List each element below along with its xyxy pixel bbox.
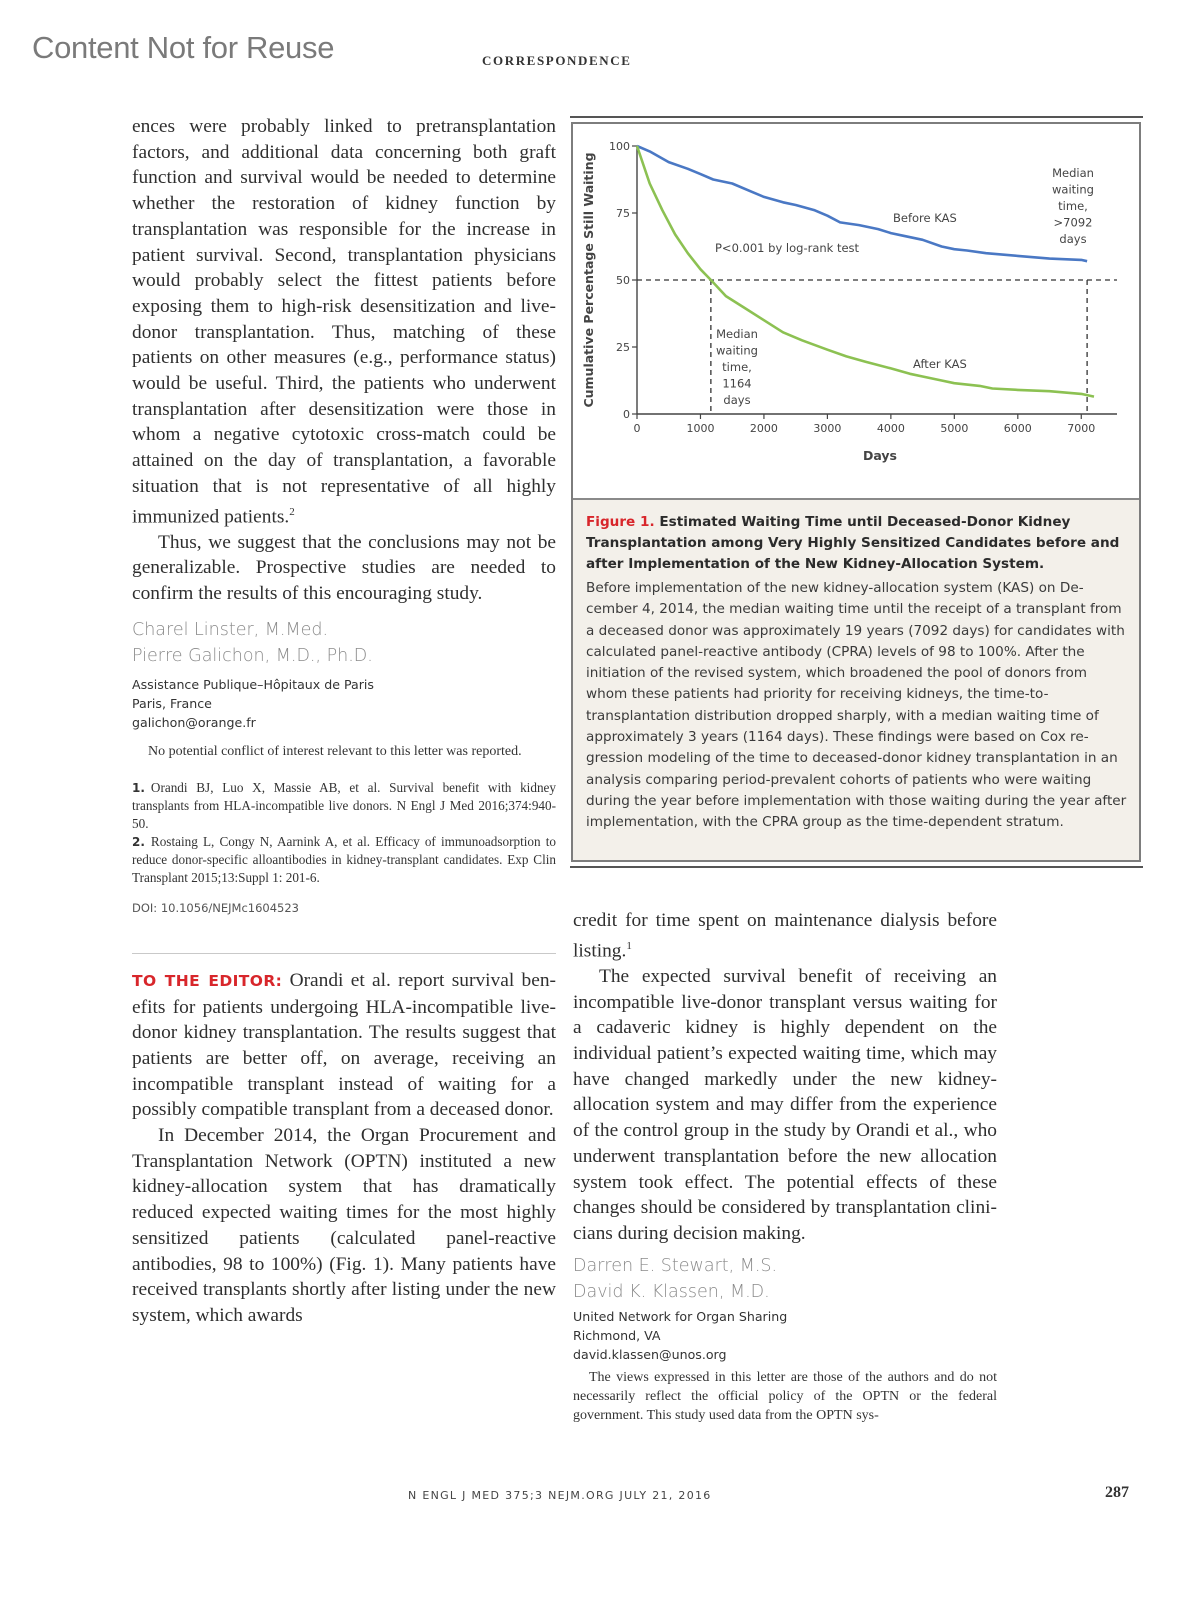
before-median-annotation: >7092 [1053, 215, 1093, 230]
before-kas-curve [637, 146, 1087, 261]
citation-superscript[interactable]: 2 [289, 505, 295, 518]
reference-item[interactable] [132, 779, 556, 833]
right-column [573, 908, 997, 1425]
paragraph: In December 2014, the Organ Procurement and Transplantation Network (OPTN) instituted a new kidney-allocation system that has dramatically reduced expected waiting times for the most highly sensitized patients (calculated panel-reactive antibodies, 98 to 100%) (Fig. 1). Many patients have received transplants shortly after listing under the new system, which awards [132, 1125, 556, 1326]
y-tick-label: 0 [623, 408, 630, 421]
section-header: CORRESPONDENCE [482, 53, 632, 68]
chart-area [573, 124, 1139, 496]
reference-text: Orandi BJ, Luo X, Massie AB, et al. Survival benefit with kidney transplants from HLA-incompatible live donors. N Engl J Med 2016;374:940-50. [132, 779, 556, 831]
author-name: Charel Linster, M.Med. [132, 619, 329, 640]
letter-divider [132, 953, 556, 954]
after-kas-curve [637, 146, 1094, 397]
x-tick-label: 3000 [813, 422, 842, 435]
after-median-annotation: waiting [716, 343, 758, 358]
chart-labels [715, 166, 1094, 407]
to-the-editor-label: TO THE EDITOR: [132, 971, 283, 990]
after-median-annotation: days [723, 393, 751, 407]
reference-number: 2. [132, 834, 145, 849]
left-column [132, 114, 556, 1329]
author-name: Darren E. Stewart, M.S. [573, 1255, 778, 1276]
caption-title [586, 512, 1127, 575]
author-name: Pierre Galichon, M.D., Ph.D. [132, 645, 373, 666]
disclosure-note: The views expressed in this letter are those of the authors and do not necessarily reflect the official policy of the OPTN or the federal government. This study used data from the OPTN sys- [573, 1369, 997, 1423]
axes [581, 140, 1117, 463]
reference-number: 1. [132, 780, 145, 795]
location: Richmond, VA [573, 1327, 661, 1343]
figure-top-rule [570, 116, 1143, 118]
institution: Assistance Publique–Hôpitaux de Paris [132, 676, 374, 692]
figure-1 [571, 122, 1141, 862]
x-tick-label: 2000 [749, 422, 778, 435]
reference-lines [637, 280, 1117, 414]
before-median-annotation: Median [1052, 166, 1094, 180]
paragraph [573, 908, 997, 964]
paragraph-text: credit for time spent on maintenance dialysis before listing. [573, 910, 997, 962]
author-list [573, 1253, 997, 1305]
disclosure-note: No potential conflict of interest relevant to this letter was reported. [148, 743, 522, 759]
after-median-annotation: Median [716, 327, 758, 341]
paragraph: The expected survival benefit of receiving an incompatible live-donor transplant versus waiting for a cadaveric kidney is highly dependent on the individual patient’s expected waiting time, which may have changed markedly under the new kidney-allocation system and may differ from the experience of the control group in the study by Orandi et al., who underwent transplantation before the new allocation system took effect. The potential effects of these changes should be considered by transplantation clinicians during decision making. [573, 965, 997, 1244]
caption-title-text: Estimated Waiting Time until Deceased-Donor Kidney Transplantation among Very Highly Sensitized Candidates before and after Implementation of the New Kidney-Allocation System. [586, 514, 1120, 572]
kaplan-meier-chart [573, 124, 1139, 496]
reference-list [132, 779, 556, 887]
affiliation [573, 1307, 997, 1364]
email-link[interactable]: galichon@orange.fr [132, 714, 256, 730]
paragraph [132, 114, 556, 530]
x-axis-title: Days [862, 448, 898, 463]
page-number: 287 [1105, 1484, 1129, 1501]
x-tick-label: 5000 [940, 422, 969, 435]
y-tick-label: 100 [609, 140, 630, 153]
author-name: David K. Klassen, M.D. [573, 1281, 770, 1302]
figure-label: Figure 1. [586, 514, 655, 530]
series-group [637, 146, 1094, 397]
after-median-annotation: 1164 [722, 376, 752, 391]
location: Paris, France [132, 695, 212, 711]
paragraph-text: Orandi et al. report survival benefits for patients undergoing HLA-incompatible live-donor kidney transplantation. The results suggest that patients are better off, on average, receiving an incompatible transplant instead of waiting for a possibly compatible transplant from a deceased donor. [132, 969, 556, 1121]
figure-bottom-rule [570, 866, 1143, 868]
reference-text: Rostaing L, Congy N, Aarnink A, et al. Efficacy of immunoadsorption to reduce donor-specific alloantibodies in kidney-transplant candidates. Exp Clin Transplant 2015;13:Suppl 1: 201-6. [132, 833, 556, 885]
y-tick-label: 25 [616, 341, 630, 354]
paragraph: Thus, we suggest that the conclusions may not be generalizable. Prospective studies are needed to confirm the results of this encouraging study. [132, 531, 556, 605]
paragraph [132, 968, 556, 1123]
x-tick-label: 7000 [1067, 422, 1096, 435]
caption-body: Before implementation of the new kidney-allocation system (KAS) on December 4, 2014, the median waiting time until the receipt of a transplant from a deceased donor was approximately 19 years (7092 days) for candidates with calculated panel-reactive antibody (CPRA) levels of 98 to 100%. After the initiation of the revised system, which broadened the pool of donors from whom these patients had priority for receiving kidneys, the time-to-transplantation distribution dropped sharply, with a median waiting time of approximately 3 years (1164 days). These findings were based on Cox regression modeling of the time to deceased-donor kidney transplantation in an analysis comparing period-prevalent cohorts of patients who were waiting during the year before implementation with those waiting during the year after implementation, with the CPRA group as the time-dependent stratum. [586, 580, 1127, 831]
citation-superscript[interactable]: 1 [626, 939, 632, 952]
email-link[interactable]: david.klassen@unos.org [573, 1346, 727, 1362]
institution: United Network for Organ Sharing [573, 1308, 788, 1324]
before-median-annotation: time, [1058, 199, 1088, 213]
author-list [132, 617, 556, 669]
paragraph-text: ences were probably linked to pretransplantation factors, and additional data concerning both graft function and survival would be needed to determine whether the restoration of kidney function by transplantation was responsible for the increase in patient survival. Second, transplantation physicians would probably select the fittest patients before exposing them to high-risk desensitization and live-donor transplantation. Thus, matching of these patients on other measures (e.g., performance status) would be useful. Third, the patients who underwent transplantation after desensitization were those in whom a negative cytotoxic cross-match could be attained on the day of transplantation, a favorable situation that is not representative of all highly immunized patients. [132, 116, 556, 528]
before-median-annotation: days [1059, 232, 1087, 246]
figure-caption [573, 498, 1139, 860]
x-tick-label: 4000 [876, 422, 905, 435]
reference-item[interactable] [132, 833, 556, 887]
watermark: Content Not for Reuse [32, 30, 335, 65]
p-value-label: P<0.001 by log-rank test [715, 241, 860, 255]
x-tick-label: 6000 [1003, 422, 1032, 435]
before-kas-label: Before KAS [893, 211, 957, 225]
after-kas-label: After KAS [913, 357, 967, 371]
y-tick-label: 50 [616, 274, 630, 287]
affiliation [132, 675, 556, 732]
x-tick-label: 0 [633, 422, 641, 435]
before-median-annotation: waiting [1052, 182, 1094, 197]
journal-footer: N ENGL J MED 375;3 NEJM.ORG JULY 21, 2016 [408, 1489, 712, 1502]
after-median-annotation: time, [722, 360, 752, 374]
y-tick-label: 75 [616, 207, 630, 220]
doi-link[interactable]: DOI: 10.1056/NEJMc1604523 [132, 900, 299, 915]
x-tick-label: 1000 [686, 422, 715, 435]
y-axis-title: Cumulative Percentage Still Waiting [581, 152, 596, 408]
